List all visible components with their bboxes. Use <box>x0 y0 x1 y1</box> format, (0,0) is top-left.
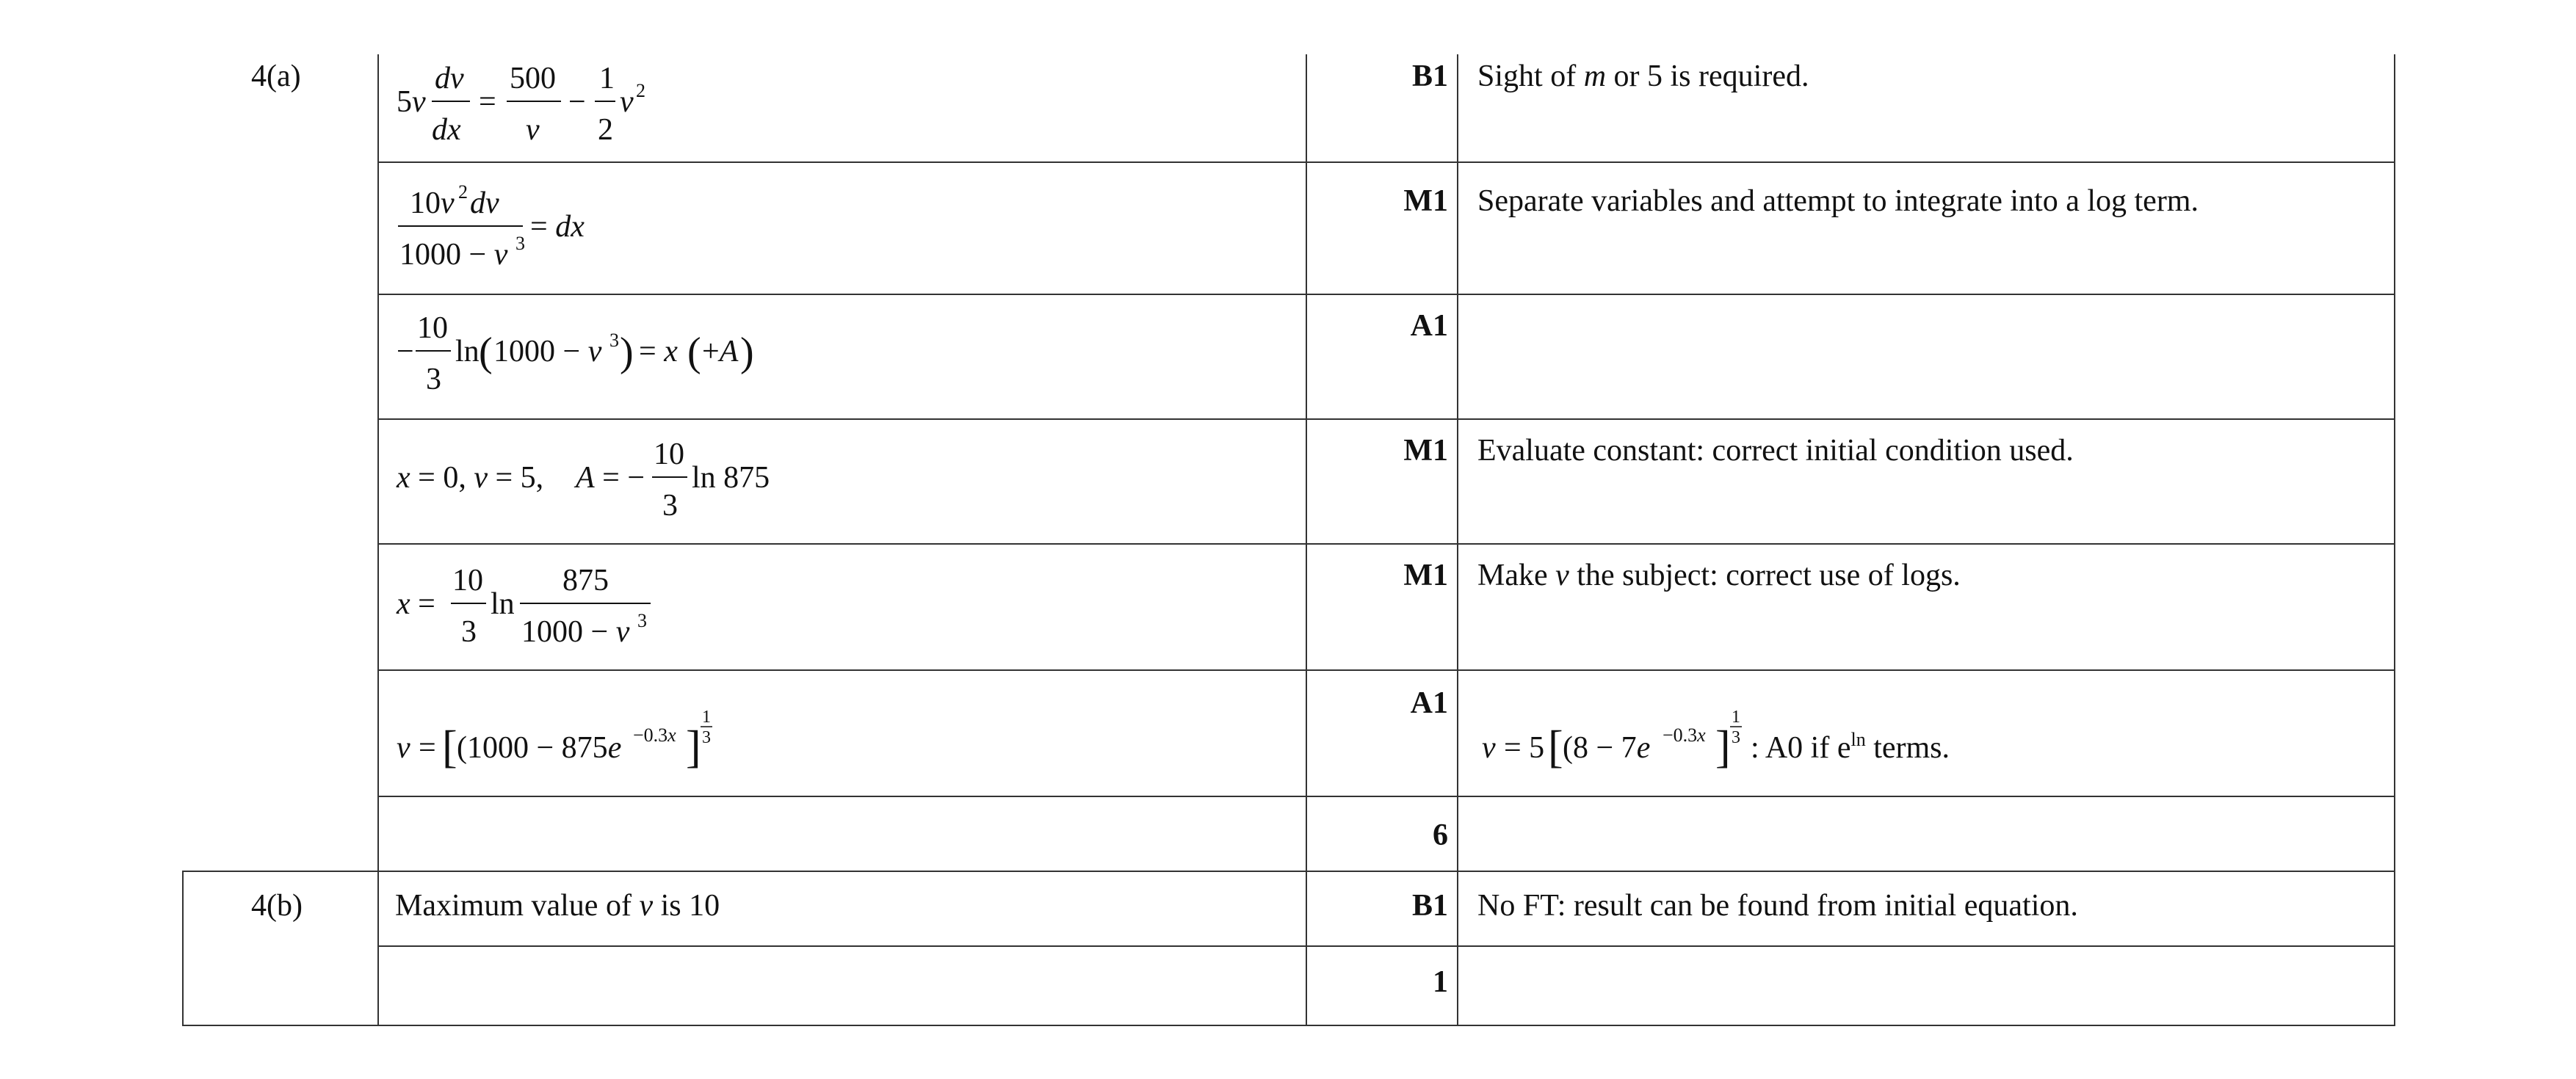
svg-text:3: 3 <box>1732 728 1740 747</box>
svg-text:1000 − v: 1000 − v <box>493 335 602 368</box>
answer-expression <box>395 308 850 412</box>
row-divider <box>377 294 2395 295</box>
svg-text:(: ( <box>479 330 493 375</box>
svg-text:(8 − 7e: (8 − 7e <box>1563 731 1651 765</box>
svg-text:3: 3 <box>515 233 525 254</box>
mark-code: B1 <box>1411 889 1448 923</box>
svg-text:+A: +A <box>702 335 739 368</box>
svg-text:−: − <box>397 335 414 368</box>
mark-code: M1 <box>1403 184 1448 218</box>
question-label: 4(a) <box>251 59 301 93</box>
mark-code: A1 <box>1410 686 1448 720</box>
guidance-text: Separate variables and attempt to integrate into a log term. <box>1477 184 2199 218</box>
svg-text:1000 − v: 1000 − v <box>399 238 508 272</box>
mark-code: M1 <box>1403 559 1448 592</box>
svg-text:−0.3x: −0.3x <box>633 724 676 746</box>
svg-text:=: = <box>479 85 496 119</box>
svg-text:1000 − v: 1000 − v <box>521 615 630 649</box>
guidance-text: Make v the subject: correct use of logs. <box>1477 559 1961 592</box>
svg-text:−: − <box>568 85 586 119</box>
question-divider <box>182 871 2395 872</box>
svg-text:dx: dx <box>432 113 461 147</box>
svg-text:3: 3 <box>662 489 678 523</box>
svg-text:10v: 10v <box>410 186 455 220</box>
answer-expression <box>395 686 850 796</box>
row-divider <box>377 543 2395 545</box>
svg-text:=: = <box>419 731 436 765</box>
row-divider <box>377 418 2395 420</box>
answer-expression <box>395 558 850 669</box>
total-marks: 6 <box>1433 818 1448 852</box>
answer-expression <box>395 59 703 162</box>
svg-text:(: ( <box>687 330 701 375</box>
mark-code: A1 <box>1410 309 1448 343</box>
guidance-text: No FT: result can be found from initial equation. <box>1477 889 2078 923</box>
svg-text:[: [ <box>442 722 457 772</box>
svg-text:]: ] <box>1715 722 1731 772</box>
svg-text:ln: ln <box>491 587 515 621</box>
svg-text:3: 3 <box>637 610 647 631</box>
guidance-text: Sight of m or 5 is required. <box>1477 59 1809 93</box>
svg-text:ln 875: ln 875 <box>692 461 770 495</box>
row-divider <box>377 945 2395 947</box>
svg-text:1: 1 <box>599 62 615 95</box>
svg-text:= dx: = dx <box>530 210 585 244</box>
svg-text:10: 10 <box>452 564 483 597</box>
svg-text:x =: x = <box>397 587 435 621</box>
svg-text:v: v <box>1482 731 1496 765</box>
total-marks: 1 <box>1433 965 1448 999</box>
svg-text:5v: 5v <box>397 85 426 119</box>
svg-text:875: 875 <box>562 564 609 597</box>
question-label: 4(b) <box>251 889 303 923</box>
svg-text:]: ] <box>686 722 701 772</box>
answer-text: Maximum value of v is 10 <box>395 889 720 923</box>
svg-text:): ) <box>620 330 634 375</box>
svg-text:v: v <box>526 113 540 147</box>
row-divider <box>377 669 2395 671</box>
svg-text:(1000 − 875e: (1000 − 875e <box>457 731 622 765</box>
table-border-right <box>2394 54 2395 1026</box>
table-border-bottom <box>182 1025 2395 1026</box>
svg-text:10: 10 <box>654 437 684 471</box>
svg-text:dv: dv <box>470 186 499 220</box>
table-border-left <box>182 872 184 1026</box>
svg-text:x = 0, v = 5,: x = 0, v = 5, <box>397 461 544 495</box>
svg-text:: A0 if eln terms.: : A0 if $e^{ln}$ terms. <box>1751 729 1950 765</box>
svg-text:v: v <box>620 85 634 119</box>
svg-text:dv: dv <box>435 62 464 95</box>
svg-text:): ) <box>740 330 754 375</box>
svg-text:500: 500 <box>510 62 556 95</box>
mark-code: B1 <box>1411 59 1448 93</box>
guidance-expression <box>1477 686 2109 796</box>
svg-text:= 5: = 5 <box>1504 731 1545 765</box>
mark-code: M1 <box>1403 434 1448 468</box>
column-divider-marks <box>1457 54 1458 1026</box>
svg-text:−0.3x: −0.3x <box>1663 724 1706 746</box>
svg-text:10: 10 <box>417 311 448 345</box>
svg-text:ln: ln <box>455 335 480 368</box>
svg-text:2: 2 <box>598 113 613 147</box>
column-divider-question <box>377 54 379 1026</box>
svg-text:A = −: A = − <box>576 461 645 495</box>
svg-text:[: [ <box>1548 722 1563 772</box>
mark-scheme-table <box>182 54 2395 1026</box>
guidance-text: Evaluate constant: correct initial condition used. <box>1477 434 2074 468</box>
svg-text:2: 2 <box>458 184 468 203</box>
svg-text:2: 2 <box>636 80 645 101</box>
svg-text:= x: = x <box>639 335 678 368</box>
svg-text:1: 1 <box>702 708 711 727</box>
answer-expression <box>395 184 703 287</box>
answer-expression <box>395 432 850 542</box>
svg-text:v: v <box>397 731 410 765</box>
svg-text:3: 3 <box>461 615 477 649</box>
svg-text:3: 3 <box>426 363 441 396</box>
svg-text:1: 1 <box>1732 708 1740 727</box>
svg-text:3: 3 <box>702 728 711 747</box>
column-divider-answer <box>1306 54 1307 1026</box>
svg-text:3: 3 <box>609 330 619 351</box>
